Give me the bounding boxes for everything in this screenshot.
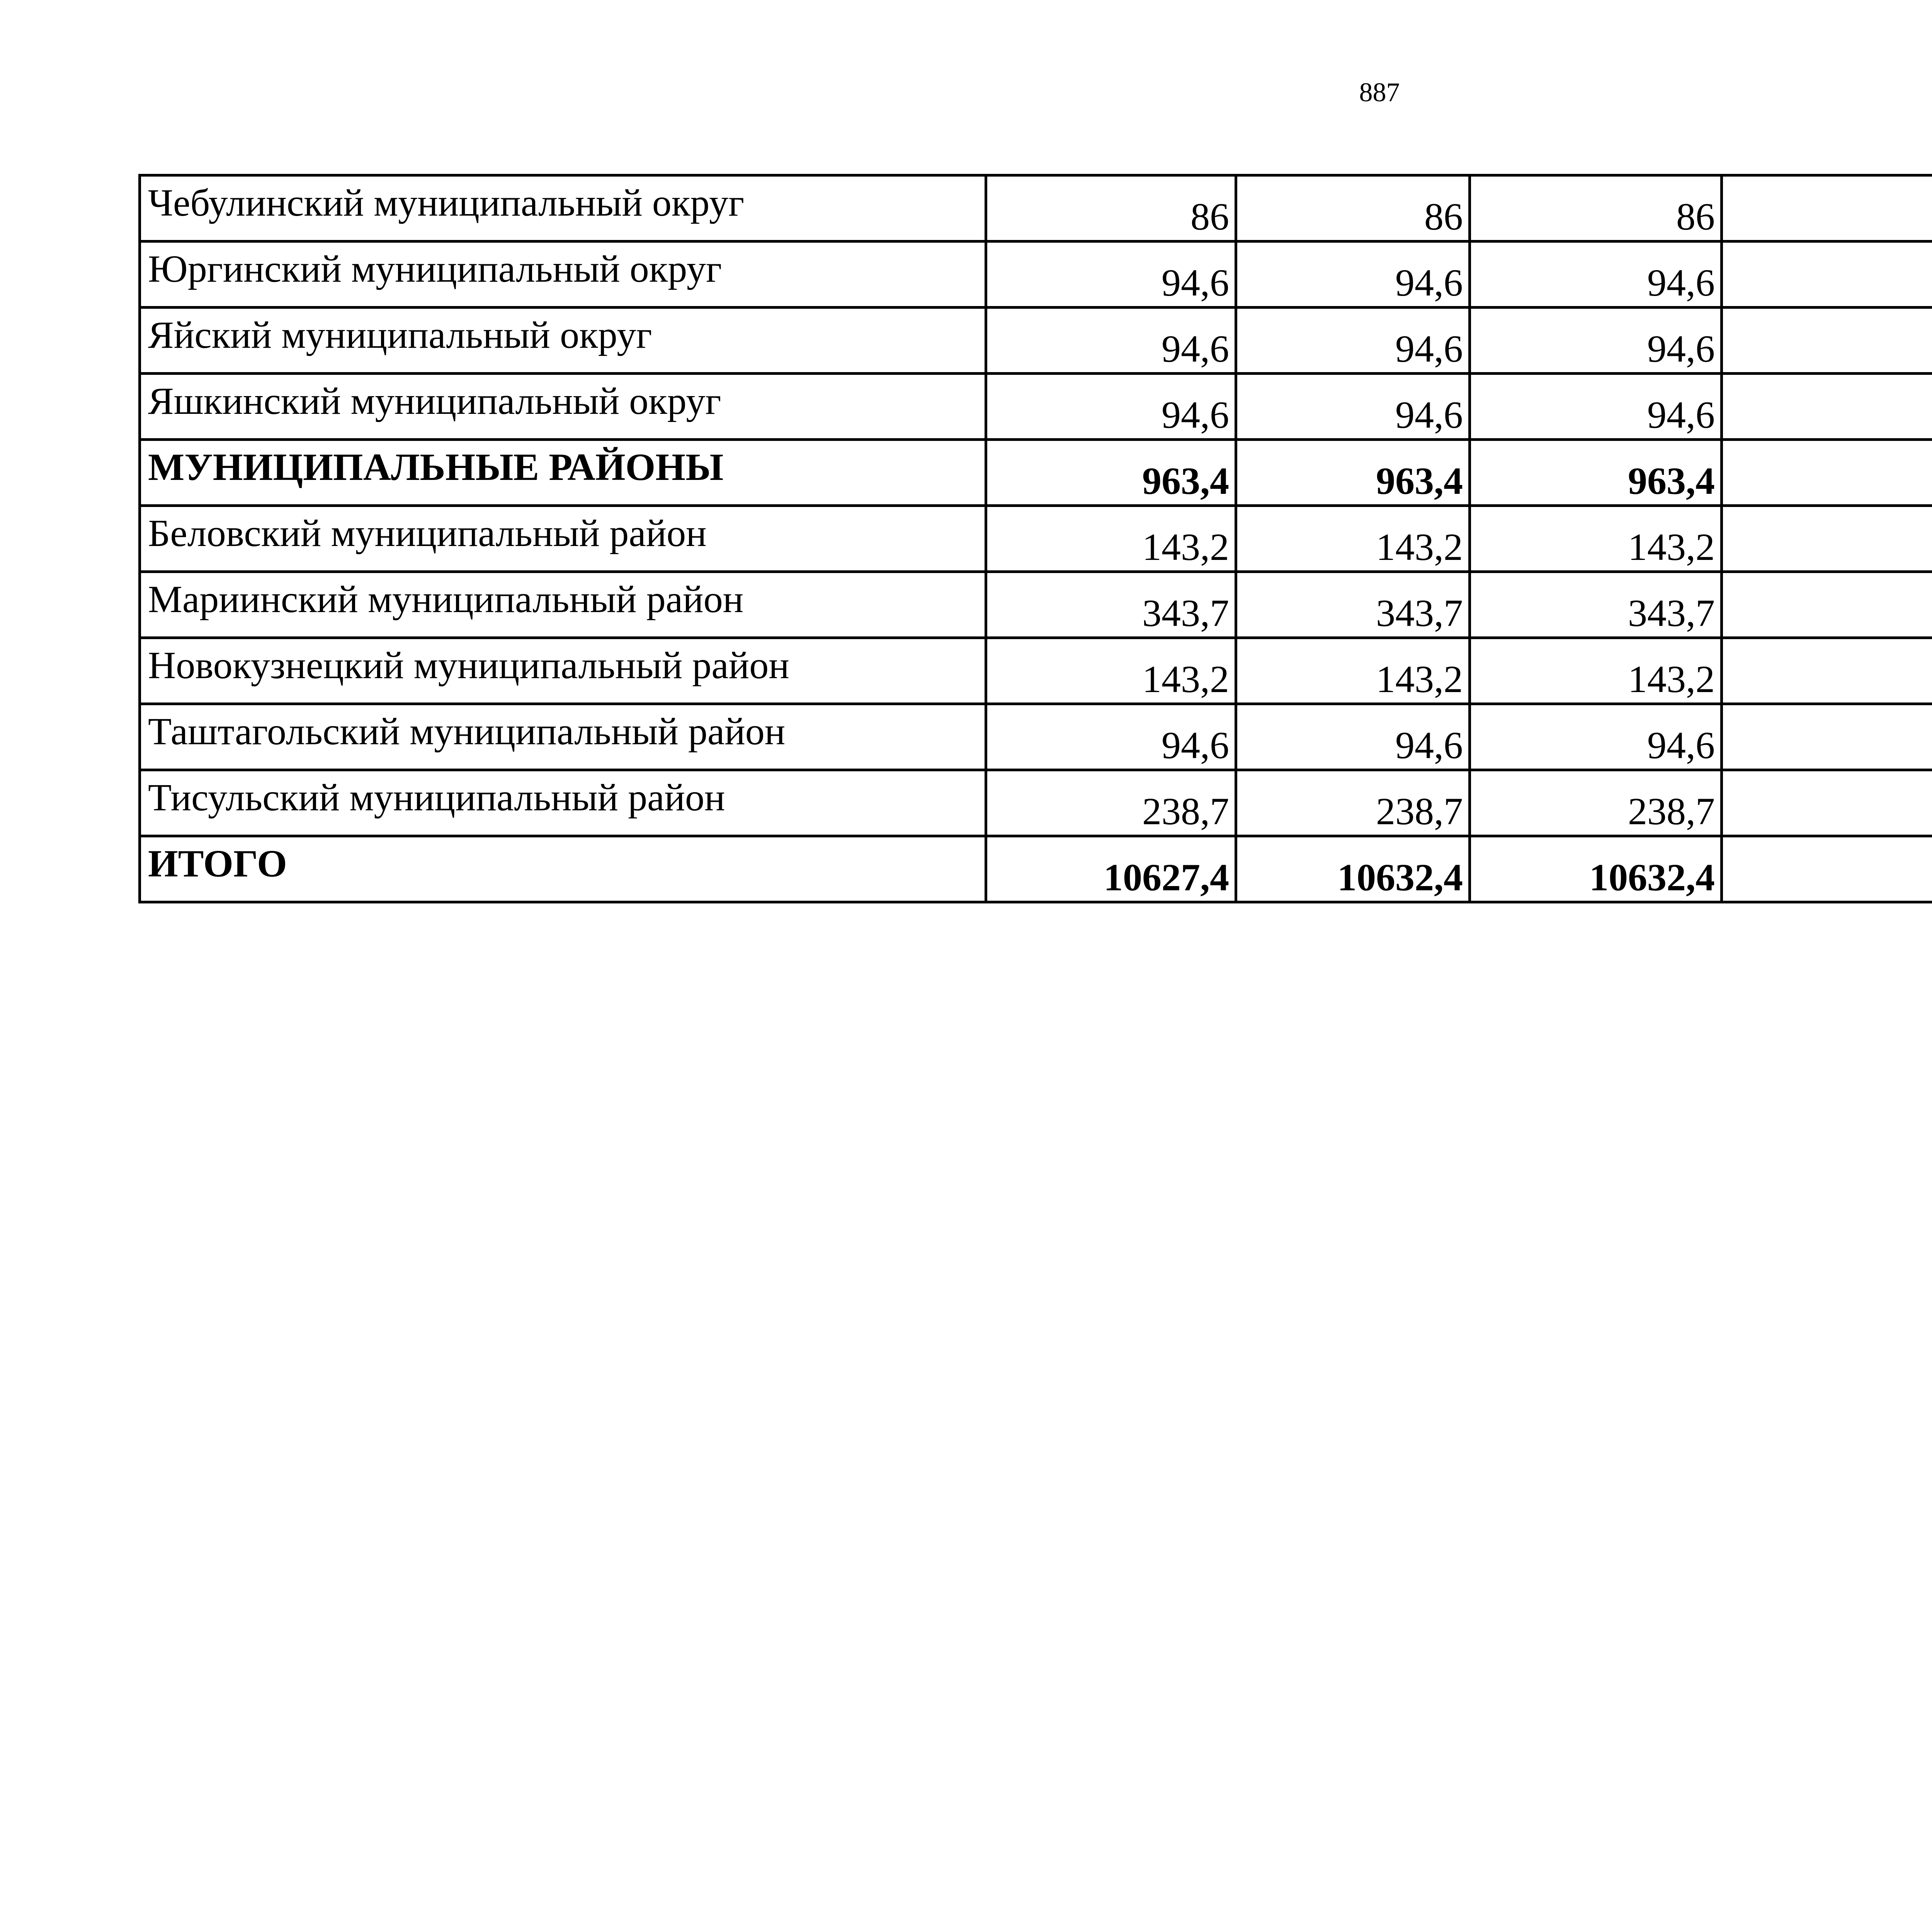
value-cell-4 (1722, 506, 1932, 572)
value-cell-2: 94,6 (1236, 308, 1470, 374)
value-cell-3: 963,4 (1470, 440, 1722, 506)
value-cell-3: 94,6 (1470, 374, 1722, 440)
value-cell-1: 94,6 (986, 374, 1236, 440)
value-cell-4 (1722, 374, 1932, 440)
value-cell-2: 143,2 (1236, 638, 1470, 704)
value-cell-4 (1722, 242, 1932, 308)
value-cell-4 (1722, 638, 1932, 704)
value-cell-1: 343,7 (986, 572, 1236, 638)
value-cell-2: 94,6 (1236, 374, 1470, 440)
table-row (140, 175, 1932, 242)
value-cell-1: 10627,4 (986, 836, 1236, 902)
value-cell-1: 238,7 (986, 770, 1236, 836)
value-cell-4 (1722, 836, 1932, 902)
value-cell-4 (1722, 175, 1932, 242)
value-cell-2: 238,7 (1236, 770, 1470, 836)
value-cell-4 (1722, 440, 1932, 506)
value-cell-4 (1722, 770, 1932, 836)
value-cell-2: 963,4 (1236, 440, 1470, 506)
table-row (140, 242, 1932, 308)
value-cell-1: 94,6 (986, 308, 1236, 374)
row-name-cell: Таштагольский муниципальный район (140, 704, 986, 770)
row-name-cell: МУНИЦИПАЛЬНЫЕ РАЙОНЫ (140, 440, 986, 506)
value-cell-3: 143,2 (1470, 506, 1722, 572)
value-cell-2: 343,7 (1236, 572, 1470, 638)
row-name-cell: Беловский муниципальный район (140, 506, 986, 572)
value-cell-3: 143,2 (1470, 638, 1722, 704)
value-cell-1: 94,6 (986, 242, 1236, 308)
table-body (140, 175, 1932, 902)
value-cell-4 (1722, 308, 1932, 374)
table-row (140, 638, 1932, 704)
value-cell-2: 94,6 (1236, 242, 1470, 308)
value-cell-3: 94,6 (1470, 308, 1722, 374)
table-row (140, 374, 1932, 440)
table-row (140, 572, 1932, 638)
value-cell-2: 143,2 (1236, 506, 1470, 572)
value-cell-4 (1722, 572, 1932, 638)
row-name-cell: Тисульский муниципальный район (140, 770, 986, 836)
value-cell-3: 343,7 (1470, 572, 1722, 638)
value-cell-1: 143,2 (986, 638, 1236, 704)
row-name-cell: Мариинский муниципальный район (140, 572, 986, 638)
value-cell-2: 86 (1236, 175, 1470, 242)
row-name-cell: Юргинский муниципальный округ (140, 242, 986, 308)
row-name-cell: Новокузнецкий муниципальный район (140, 638, 986, 704)
value-cell-3: 94,6 (1470, 242, 1722, 308)
value-cell-4 (1722, 704, 1932, 770)
value-cell-2: 10632,4 (1236, 836, 1470, 902)
table-row (140, 770, 1932, 836)
table-row-section-header (140, 440, 1932, 506)
value-cell-3: 238,7 (1470, 770, 1722, 836)
row-name-cell: Чебулинский муниципальный округ (140, 175, 986, 242)
row-name-cell: Яшкинский муниципальный округ (140, 374, 986, 440)
row-name-cell: Яйский муниципальный округ (140, 308, 986, 374)
table-row (140, 506, 1932, 572)
table-row (140, 308, 1932, 374)
value-cell-1: 143,2 (986, 506, 1236, 572)
table-row (140, 704, 1932, 770)
value-cell-2: 94,6 (1236, 704, 1470, 770)
data-table (138, 174, 1932, 903)
value-cell-3: 94,6 (1470, 704, 1722, 770)
value-cell-1: 94,6 (986, 704, 1236, 770)
value-cell-3: 10632,4 (1470, 836, 1722, 902)
value-cell-1: 86 (986, 175, 1236, 242)
row-name-cell: ИТОГО (140, 836, 986, 902)
value-cell-3: 86 (1470, 175, 1722, 242)
value-cell-1: 963,4 (986, 440, 1236, 506)
page-number: 887 (1359, 78, 1400, 107)
table-row-total (140, 836, 1932, 902)
